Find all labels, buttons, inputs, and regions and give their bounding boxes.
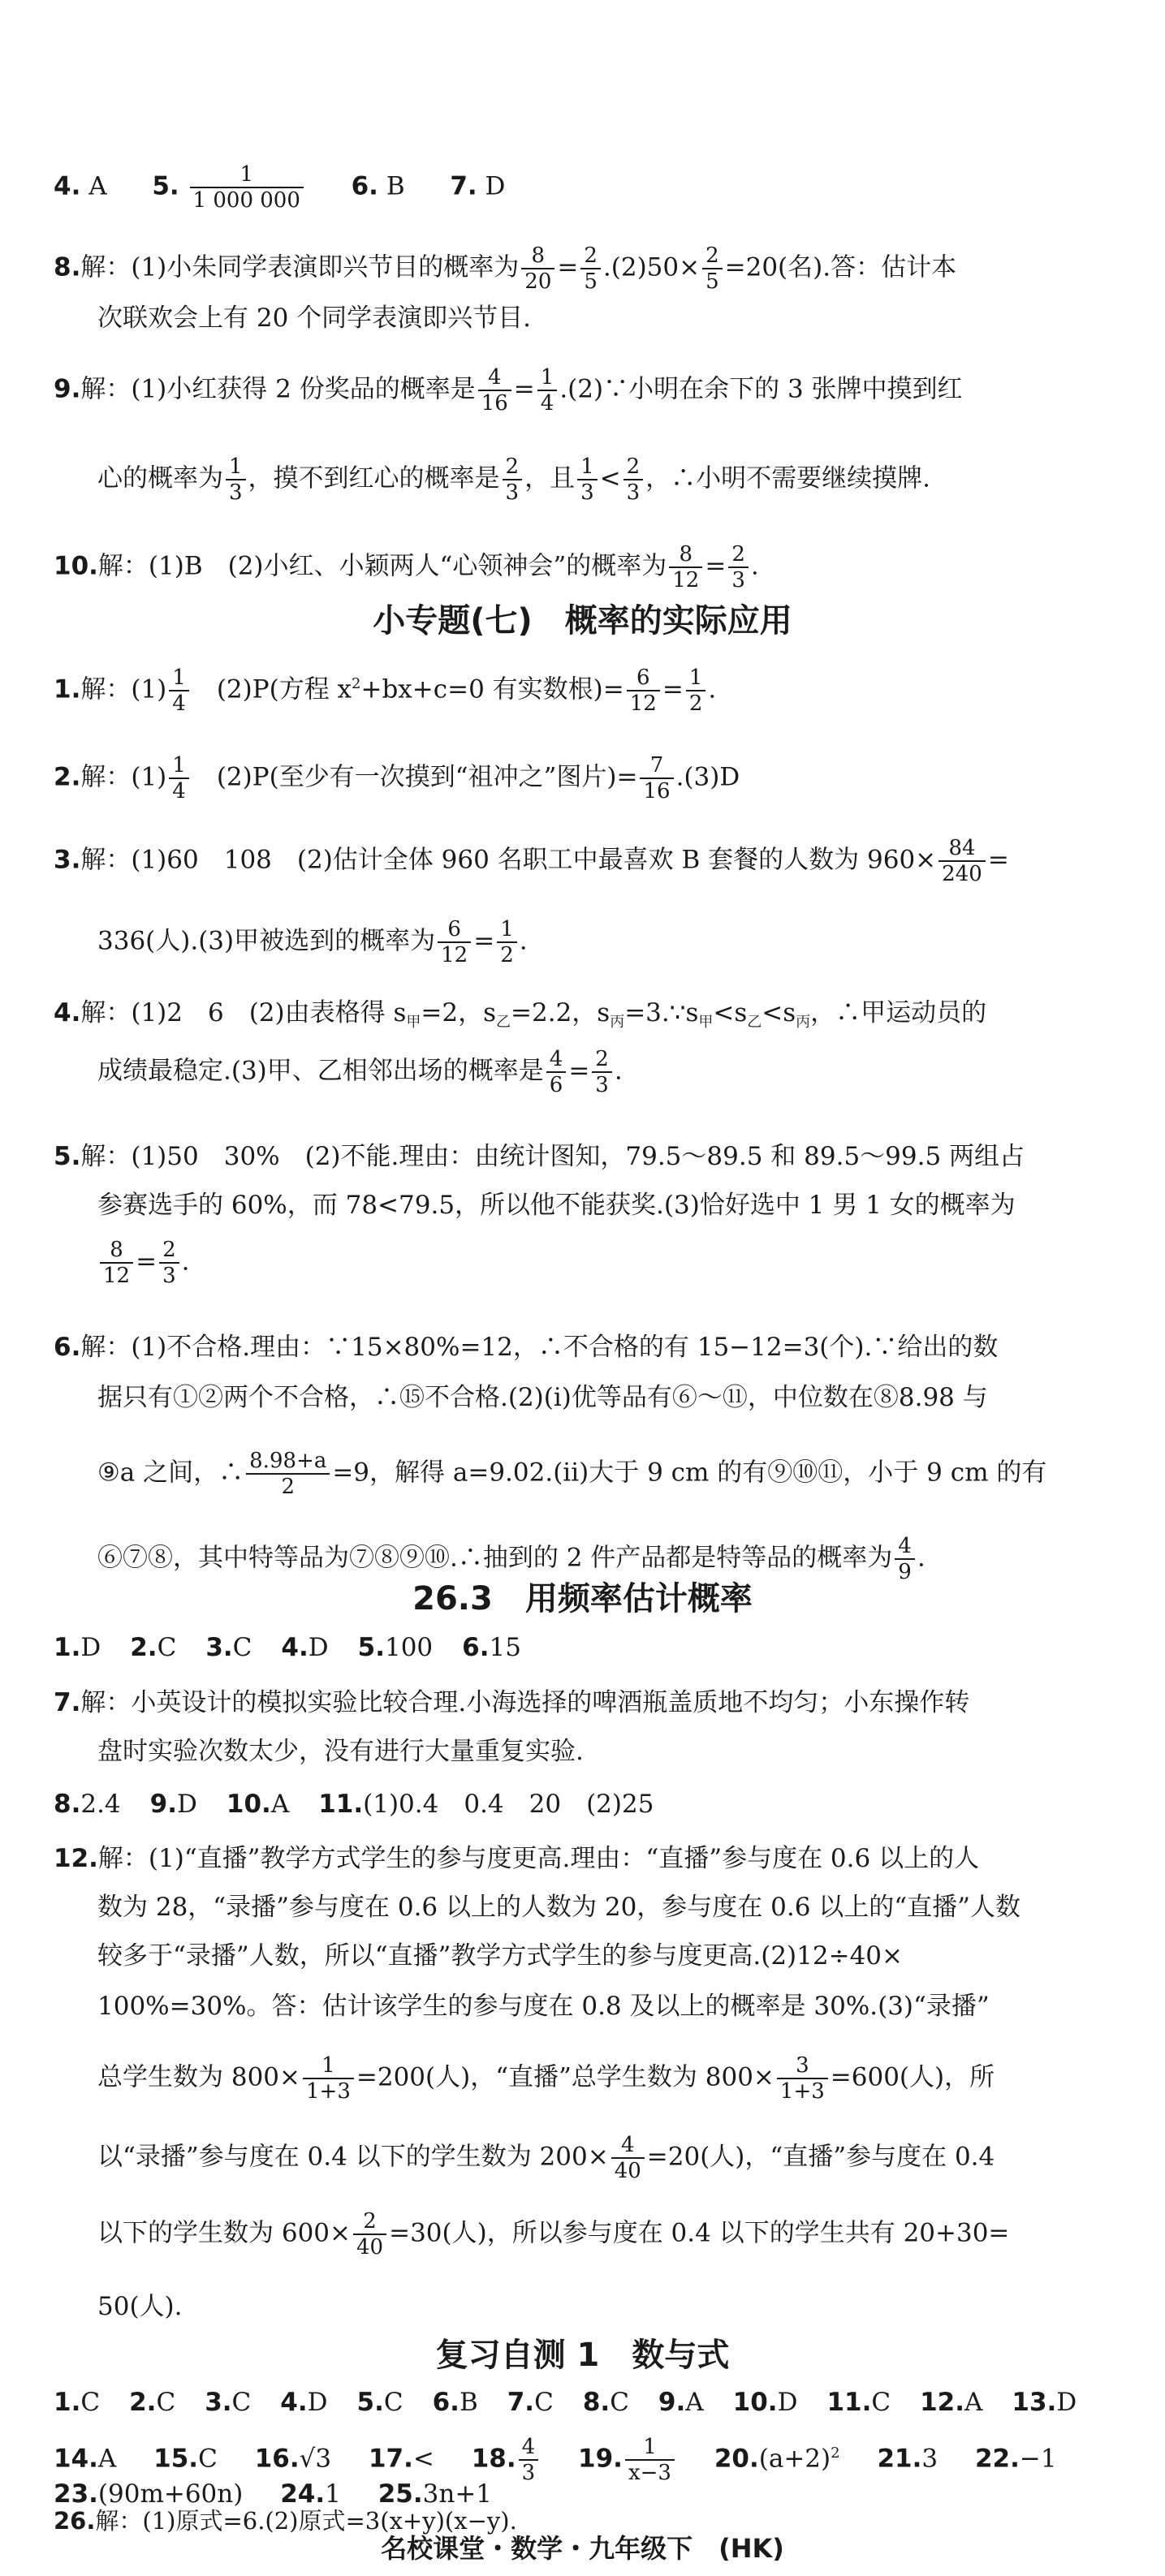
fraction: $\frac{4}{40}$ xyxy=(611,2133,645,2183)
answer-text: =30(人)，所以参与度在 0.4 以下的学生共有 20+30= xyxy=(389,2218,1010,2248)
section-heading: 复习自测 1 数与式 xyxy=(435,2337,730,2374)
fraction: $\frac{1}{3}$ xyxy=(226,454,246,505)
answer-text: =2.2，s xyxy=(511,998,611,1027)
answer-text: A xyxy=(97,2444,117,2474)
fraction: $\frac{2}{3}$ xyxy=(159,1238,179,1288)
answer-line: 100%=30%。答：估计该学生的参与度在 0.8 及以上的概率是 30%.(3)“录播” xyxy=(97,1992,990,2021)
answer-text: (90m+60n) xyxy=(97,2479,244,2509)
fraction: $\frac{1}{3}$ xyxy=(577,454,598,505)
fraction: $\frac{8}{12}$ xyxy=(100,1238,133,1288)
answer-text: (2)P(至少有一次摸到“祖冲之”图片)= xyxy=(191,762,638,792)
answer-text: =20(人)，“直播”参与度在 0.4 xyxy=(646,2142,995,2172)
fraction: $\frac{3}{1+3}$ xyxy=(777,2053,828,2104)
answer-line xyxy=(97,1534,1145,1584)
answer-text: D xyxy=(485,171,506,201)
answer-text: C xyxy=(198,2444,218,2474)
fraction: $\frac{8}{20}$ xyxy=(521,243,554,294)
question-number: 12. xyxy=(920,2388,965,2417)
answer-text: D xyxy=(1056,2388,1077,2417)
answer-text: 解：小英设计的模拟实验比较合理.小海选择的啤酒瓶盖质地不均匀；小东操作转 xyxy=(80,1688,970,1717)
answer-line xyxy=(54,1331,1146,1363)
answer-text: 解：(1) xyxy=(80,674,167,704)
answer-text: C xyxy=(610,2388,629,2417)
answer-text: ，摸不到红心的概率是 xyxy=(248,463,500,493)
answer-text: < xyxy=(412,2444,434,2474)
question-number: 3. xyxy=(205,1633,233,1662)
answer-text: = xyxy=(568,1056,590,1086)
answer-line: 据只有①②两个不合格，∴⑮不合格.(2)(i)优等品有⑥～⑪，中位数在⑧8.98 与 xyxy=(97,1383,988,1412)
question-number: 20. xyxy=(714,2444,759,2474)
answer-line xyxy=(54,666,1146,716)
fraction: $\frac{4}{9}$ xyxy=(895,1534,915,1584)
answer-text: 3 xyxy=(921,2444,938,2474)
fraction: $\frac{6}{12}$ xyxy=(627,666,660,716)
answer-text: = xyxy=(705,551,727,581)
answer-line xyxy=(54,836,1146,886)
answer-text: D xyxy=(307,2388,328,2417)
answer-text: C xyxy=(231,2388,252,2417)
question-number: 26. xyxy=(54,2507,96,2535)
question-number: 2. xyxy=(129,2388,157,2417)
answer-text: C xyxy=(232,1633,252,1662)
answer-text: =3.∵s xyxy=(624,998,699,1027)
question-number: 4. xyxy=(280,2388,308,2417)
answer-text: 以下的学生数为 600× xyxy=(97,2218,351,2248)
question-number: 7. xyxy=(450,171,477,201)
answer-text: +bx+c=0 有实数根)= xyxy=(360,674,624,704)
answer-line xyxy=(97,454,1145,505)
question-number: 3. xyxy=(205,2388,232,2417)
question-number: 2. xyxy=(130,1633,157,1662)
answer-text: =20(名).答：估计本 xyxy=(724,252,957,282)
answer-text: . xyxy=(181,1247,190,1277)
answer-line xyxy=(54,997,1146,1039)
answer-text: ，∴甲运动员的 xyxy=(810,998,987,1027)
answer-text: = xyxy=(662,674,684,704)
fraction: $\frac{1}{x-3}$ xyxy=(625,2435,675,2485)
answer-line xyxy=(97,1047,1145,1097)
answer-text: B xyxy=(459,2388,478,2417)
answer-text: .(2)50× xyxy=(602,252,701,282)
answer-text: . xyxy=(614,1056,623,1086)
answer-line: 盘时实验次数太少，没有进行大量重复实验. xyxy=(97,1737,584,1766)
question-number: 21. xyxy=(877,2444,922,2474)
answer-text: 15 xyxy=(489,1633,521,1662)
answer-line xyxy=(97,1449,1145,1499)
subscript: 乙 xyxy=(496,1014,511,1032)
question-number: 11. xyxy=(826,2388,872,2417)
answer-text: .(2)∵小明在余下的 3 张牌中摸到红 xyxy=(559,374,963,404)
question-number: 4. xyxy=(54,998,81,1027)
fraction: $\frac{8.98+a}{2}$ xyxy=(246,1449,330,1499)
answer-text: C xyxy=(157,1633,177,1662)
section-heading: 26.3 用频率估计概率 xyxy=(412,1580,753,1618)
answer-text: 心的概率为 xyxy=(97,463,223,493)
question-number: 5. xyxy=(356,2388,384,2417)
question-number: 1. xyxy=(54,2388,81,2417)
answer-text: 1 xyxy=(325,2479,341,2509)
answer-text: 解：(1)2 6 (2)由表格得 s xyxy=(80,998,407,1027)
question-number: 1. xyxy=(54,1633,81,1662)
answer-text: .(3)D xyxy=(675,762,740,792)
answer-text: 以“录播”参与度在 0.4 以下的学生数为 200× xyxy=(97,2142,609,2172)
fraction: $\frac{2}{3}$ xyxy=(592,1047,612,1097)
answer-text: 解：(1)小红获得 2 份奖品的概率是 xyxy=(80,374,476,404)
question-number: 10. xyxy=(226,1790,271,1819)
fraction: $\frac{2}{40}$ xyxy=(353,2209,386,2259)
question-number: 12. xyxy=(54,1844,98,1873)
subscript: 甲 xyxy=(406,1014,421,1032)
answer-line xyxy=(54,162,1146,213)
answer-line xyxy=(54,542,1146,592)
answer-text: =9，解得 a=9.02.(ii)大于 9 cm 的有⑨⑩⑪，小于 9 cm 的有 xyxy=(332,1458,1047,1488)
subscript: 乙 xyxy=(747,1014,762,1032)
answer-line: 50(人). xyxy=(97,2292,183,2321)
superscript: 2 xyxy=(831,2445,840,2462)
answer-text: = xyxy=(557,252,579,282)
question-number: 15. xyxy=(153,2444,199,2474)
question-number: 4. xyxy=(281,1633,309,1662)
answer-text: . xyxy=(708,674,717,704)
answer-text: D xyxy=(177,1790,197,1819)
answer-text: 解：(1)60 108 (2)估计全体 960 名职工中最喜欢 B 套餐的人数为 960× xyxy=(80,845,937,875)
answer-line xyxy=(97,2053,1145,2104)
answer-text: C xyxy=(383,2388,403,2417)
answer-text: <s xyxy=(713,998,748,1027)
answer-text: 解：(1)原式=6.(2)原式=3(x+y)(x−y). xyxy=(95,2507,517,2535)
subscript: 丙 xyxy=(610,1014,625,1032)
answer-text: ⑨a 之间，∴ xyxy=(97,1458,244,1488)
fraction: $\frac{2}{3}$ xyxy=(623,454,644,505)
answer-text: B xyxy=(386,171,405,201)
answer-text: D xyxy=(308,1633,329,1662)
answer-line xyxy=(54,2386,1146,2419)
answer-line xyxy=(54,243,1146,294)
subscript: 甲 xyxy=(698,1014,714,1032)
question-number: 19. xyxy=(578,2444,623,2474)
question-number: 4. xyxy=(54,171,81,201)
answer-text: =2，s xyxy=(421,998,497,1027)
answer-text: ，∴小明不需要继续摸牌. xyxy=(645,463,931,493)
answer-text: =600(人)，所 xyxy=(830,2062,995,2092)
fraction: $\frac{1}{1+3}$ xyxy=(303,2053,354,2104)
answer-text: = xyxy=(136,1247,157,1277)
answer-text: 解：(1)不合格.理由：∵15×80%=12，∴不合格的有 15−12=3(个).∵给出的数 xyxy=(80,1333,999,1362)
question-number: 17. xyxy=(368,2444,413,2474)
answer-line xyxy=(54,2478,1146,2510)
answer-text: (2)P(方程 x xyxy=(191,674,352,704)
question-number: 9. xyxy=(54,374,81,404)
answer-text: . xyxy=(519,926,528,956)
answer-text: −1 xyxy=(1019,2444,1057,2474)
answer-text: = xyxy=(987,845,1009,875)
answer-text: C xyxy=(156,2388,176,2417)
question-number: 7. xyxy=(507,2388,535,2417)
answer-text: A xyxy=(88,171,107,201)
answer-text: C xyxy=(871,2388,891,2417)
answer-text: 3n+1 xyxy=(422,2479,493,2509)
fraction: $\frac{4}{3}$ xyxy=(519,2435,539,2485)
question-number: 24. xyxy=(280,2479,326,2509)
question-number: 3. xyxy=(54,845,81,875)
question-number: 18. xyxy=(471,2444,516,2474)
question-number: 10. xyxy=(732,2388,778,2417)
answer-text: = xyxy=(473,926,495,956)
question-number: 1. xyxy=(54,674,81,704)
answer-line: 参赛选手的 60%，而 78<79.5，所以他不能获奖.(3)恰好选中 1 男 1 女的概率为 xyxy=(97,1191,1016,1220)
answer-text: < xyxy=(599,463,621,493)
answer-text: . xyxy=(917,1543,926,1573)
answer-line xyxy=(54,1788,1146,1820)
answer-line xyxy=(97,2209,1145,2259)
answer-text: A xyxy=(685,2388,704,2417)
question-number: 5. xyxy=(357,1633,385,1662)
fraction: $\frac{2}{3}$ xyxy=(503,454,523,505)
question-number: 8. xyxy=(582,2388,611,2417)
answer-line xyxy=(54,753,1146,803)
answer-text: D xyxy=(777,2388,798,2417)
page-footer: 名校课堂・数学・九年级下 (HK) xyxy=(381,2533,784,2564)
answer-line xyxy=(54,365,1146,416)
fraction: $\frac{2}{5}$ xyxy=(702,243,723,294)
answer-text: 解：(1) xyxy=(80,762,167,792)
fraction: $\frac{4}{16}$ xyxy=(478,365,511,416)
answer-text: D xyxy=(80,1633,101,1662)
answer-text: 总学生数为 800× xyxy=(97,2062,300,2092)
fraction: $\frac{1}{1 000 000}$ xyxy=(190,162,304,213)
answer-text: (1)0.4 0.4 20 (2)25 xyxy=(363,1790,654,1819)
answer-line xyxy=(97,2133,1145,2183)
fraction: $\frac{1}{4}$ xyxy=(169,666,189,716)
question-number: 9. xyxy=(149,1790,178,1819)
section-heading: 小专题(七) 概率的实际应用 xyxy=(373,602,792,640)
question-number: 22. xyxy=(974,2444,1020,2474)
answer-line xyxy=(54,1842,1146,1875)
answer-line xyxy=(97,1238,1145,1288)
question-number: 6. xyxy=(54,1333,81,1362)
answer-line: 次联欢会上有 20 个同学表演即兴节目. xyxy=(97,304,532,333)
answer-line xyxy=(54,1140,1146,1173)
fraction: $\frac{6}{12}$ xyxy=(438,917,471,967)
answer-text: 100 xyxy=(384,1633,434,1662)
answer-text: = xyxy=(513,374,535,404)
answer-text: 成绩最稳定.(3)甲、乙相邻出场的概率是 xyxy=(97,1056,544,1086)
question-number: 6. xyxy=(432,2388,460,2417)
fraction: $\frac{2}{5}$ xyxy=(580,243,601,294)
answer-text: ，且 xyxy=(524,463,576,493)
answer-text: A xyxy=(964,2388,983,2417)
question-number: 8. xyxy=(54,252,81,282)
superscript: 2 xyxy=(352,675,361,693)
question-number: 13. xyxy=(1012,2388,1057,2417)
question-number: 2. xyxy=(54,762,81,792)
fraction: $\frac{1}{4}$ xyxy=(537,365,558,416)
fraction: $\frac{1}{2}$ xyxy=(497,917,517,967)
answer-line xyxy=(54,1631,1146,1664)
subscript: 丙 xyxy=(796,1014,811,1032)
fraction: $\frac{4}{6}$ xyxy=(546,1047,567,1097)
answer-text: √3 xyxy=(299,2444,332,2474)
question-number: 23. xyxy=(54,2479,98,2509)
answer-text: C xyxy=(80,2388,101,2417)
answer-text: ⑥⑦⑧，其中特等品为⑦⑧⑨⑩.∴抽到的 2 件产品都是特等品的概率为 xyxy=(97,1543,893,1573)
question-number: 7. xyxy=(54,1688,81,1717)
fraction: $\frac{1}{2}$ xyxy=(686,666,706,716)
answer-line: 较多于“录播”人数，所以“直播”教学方式学生的参与度更高.(2)12÷40× xyxy=(97,1941,903,1971)
answer-text: . xyxy=(750,551,759,581)
answer-line: 数为 28，“录播”参与度在 0.6 以上的人数为 20，参与度在 0.6 以上的“直播”人数 xyxy=(97,1893,1021,1922)
fraction: $\frac{2}{3}$ xyxy=(728,542,749,592)
question-number: 16. xyxy=(254,2444,300,2474)
question-number: 10. xyxy=(54,551,98,581)
fraction: $\frac{1}{4}$ xyxy=(169,753,189,803)
answer-line xyxy=(54,2508,1146,2534)
question-number: 8. xyxy=(54,1790,81,1819)
question-number: 9. xyxy=(658,2388,686,2417)
fraction: $\frac{7}{16}$ xyxy=(640,753,673,803)
answer-text: 解：(1)“直播”教学方式学生的参与度更高.理由：“直播”参与度在 0.6 以上的人 xyxy=(97,1844,980,1873)
answer-text: 2.4 xyxy=(80,1790,121,1819)
answer-text: 解：(1)小朱同学表演即兴节目的概率为 xyxy=(80,252,520,282)
answer-text: 336(人).(3)甲被选到的概率为 xyxy=(97,926,436,956)
answer-text: <s xyxy=(762,998,796,1027)
question-number: 6. xyxy=(351,171,378,201)
answer-line xyxy=(54,1686,1146,1719)
question-number: 11. xyxy=(318,1790,364,1819)
answer-text: =200(人)，“直播”总学生数为 800× xyxy=(356,2062,775,2092)
answer-text: 解：(1)50 30% (2)不能.理由：由统计图知，79.5～89.5 和 89.5～99.5 两组占 xyxy=(80,1142,1025,1171)
answer-text: A xyxy=(270,1790,290,1819)
answer-text: (a+2) xyxy=(758,2444,831,2474)
fraction: $\frac{8}{12}$ xyxy=(669,542,702,592)
question-number: 25. xyxy=(378,2479,423,2509)
answer-line xyxy=(97,917,1145,967)
question-number: 5. xyxy=(152,171,179,201)
answer-text: C xyxy=(534,2388,554,2417)
question-number: 14. xyxy=(54,2444,98,2474)
question-number: 5. xyxy=(54,1142,81,1171)
fraction: $\frac{84}{240}$ xyxy=(938,836,986,886)
answer-text: 解：(1)B (2)小红、小颖两人“心领神会”的概率为 xyxy=(97,551,667,581)
question-number: 6. xyxy=(462,1633,490,1662)
